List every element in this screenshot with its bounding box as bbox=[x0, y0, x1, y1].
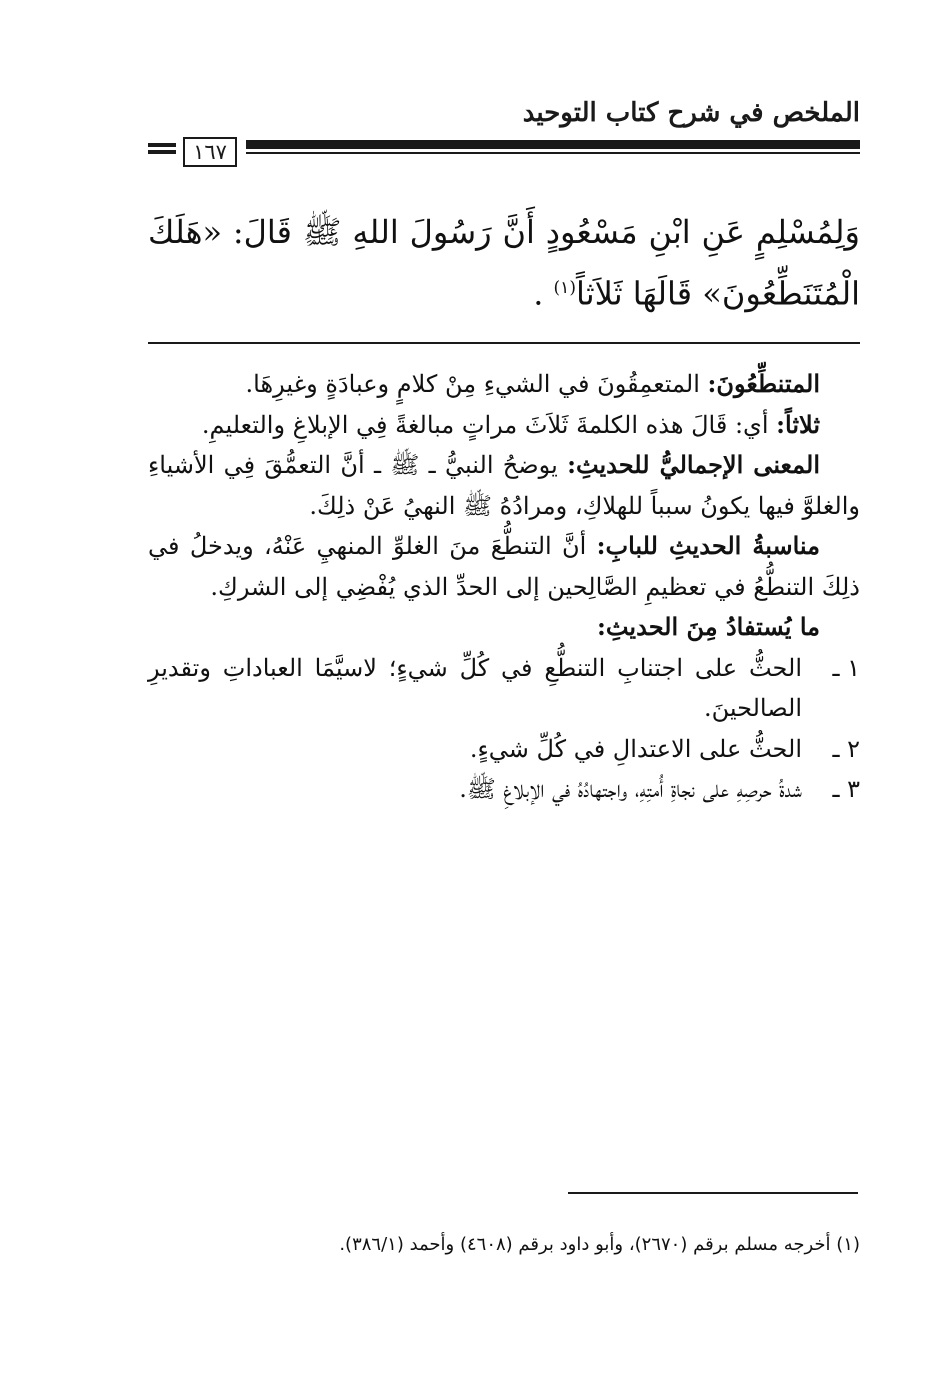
footnote-reference[interactable]: (١) bbox=[553, 278, 576, 298]
item-text: شدةُ حرصِهِ على نجاةِ أُمتِهِ، واجتهادُهُ في الإبلاغِ ﷺ. bbox=[459, 775, 802, 803]
list-item bbox=[148, 769, 860, 810]
page-number: ١٦٧ bbox=[183, 137, 237, 167]
term-label: ثلاثاً: bbox=[776, 409, 820, 439]
definition-paragraph bbox=[148, 405, 860, 446]
section-separator bbox=[148, 342, 860, 344]
footnote-text: أخرجه مسلم برقم (٢٦٧٠)، وأبو داود برقم (٤٦٠٨) وأحمد (٣٨٦/١). bbox=[339, 1234, 831, 1255]
item-number: ١ ـ bbox=[832, 653, 860, 682]
benefits-heading bbox=[148, 607, 860, 648]
item-number: ٢ ـ bbox=[832, 734, 860, 763]
term-label: المتنطِّعُونَ: bbox=[707, 369, 820, 398]
hadith-text bbox=[148, 204, 860, 322]
item-text: الحثُّ على الاعتدالِ في كُلِّ شيءٍ. bbox=[469, 734, 802, 763]
running-title: الملخص في شرح كتاب التوحيد bbox=[522, 98, 860, 128]
benefits-list bbox=[148, 648, 860, 810]
header-ornament bbox=[148, 150, 176, 154]
term-text: المتعمِقُونَ في الشيءِ مِنْ كلامٍ وعبادَةٍ وغيرِهَا. bbox=[245, 370, 708, 398]
header-rule-thin bbox=[246, 152, 860, 154]
term-text: يوضحُ النبيُّ ـ ﷺ ـ أنَّ التعمُّقَ فِي الأشياءِ والغلوَّ فيها يكونُ سبباً للهلاكِ، ومرادُهُ ﷺ النهيُ عَنْ ذلِكَ. bbox=[148, 451, 860, 520]
item-text: الحثُّ على اجتنابِ التنطُّعِ في كُلِّ شيءٍ؛ لاسيَّمَا العباداتِ وتقديرِ الصالحينَ. bbox=[148, 653, 802, 722]
term-text: أنَّ التنطُّعَ منَ الغلوِّ المنهيِ عَنْهُ، ويدخلُ في ذلِكَ التنطُّعُ في تعظيمِ الصَّالِحين إلى الحدِّ الذي يُفْضِي إلى الشركِ. bbox=[148, 532, 860, 601]
hadith-end: . bbox=[533, 274, 544, 313]
term-text: أي: قَالَ هذه الكلمةَ ثَلاَثَ مراتٍ مبالغةً فِي الإبلاغِ والتعليمِ. bbox=[201, 410, 777, 439]
general-meaning-paragraph bbox=[148, 445, 860, 526]
commentary bbox=[148, 364, 860, 810]
footnote bbox=[148, 1230, 860, 1260]
term-label: مناسبةُ الحديثِ للبابِ: bbox=[596, 531, 820, 560]
benefits-title: ما يُستفادُ مِنَ الحديثِ: bbox=[596, 612, 820, 641]
header-ornament bbox=[148, 143, 176, 147]
hadith-body: وَلِمُسْلِمٍ عَنِ ابْنِ مَسْعُودٍ أَنَّ رَسُولَ اللهِ ﷺ قَالَ: «هَلَكَ الْمُتَنَطِّعُونَ» قَالَهَا ثَلاَثاً bbox=[148, 213, 861, 313]
item-number: ٣ ـ bbox=[832, 775, 860, 803]
list-item bbox=[148, 648, 860, 729]
relevance-paragraph bbox=[148, 526, 860, 607]
definition-paragraph bbox=[148, 364, 860, 405]
list-item bbox=[148, 729, 860, 770]
footnote-marker: (١) bbox=[836, 1234, 860, 1255]
term-label: المعنى الإجماليُّ للحديثِ: bbox=[567, 450, 820, 479]
header-rule bbox=[246, 140, 860, 149]
footnote-rule bbox=[568, 1192, 858, 1194]
